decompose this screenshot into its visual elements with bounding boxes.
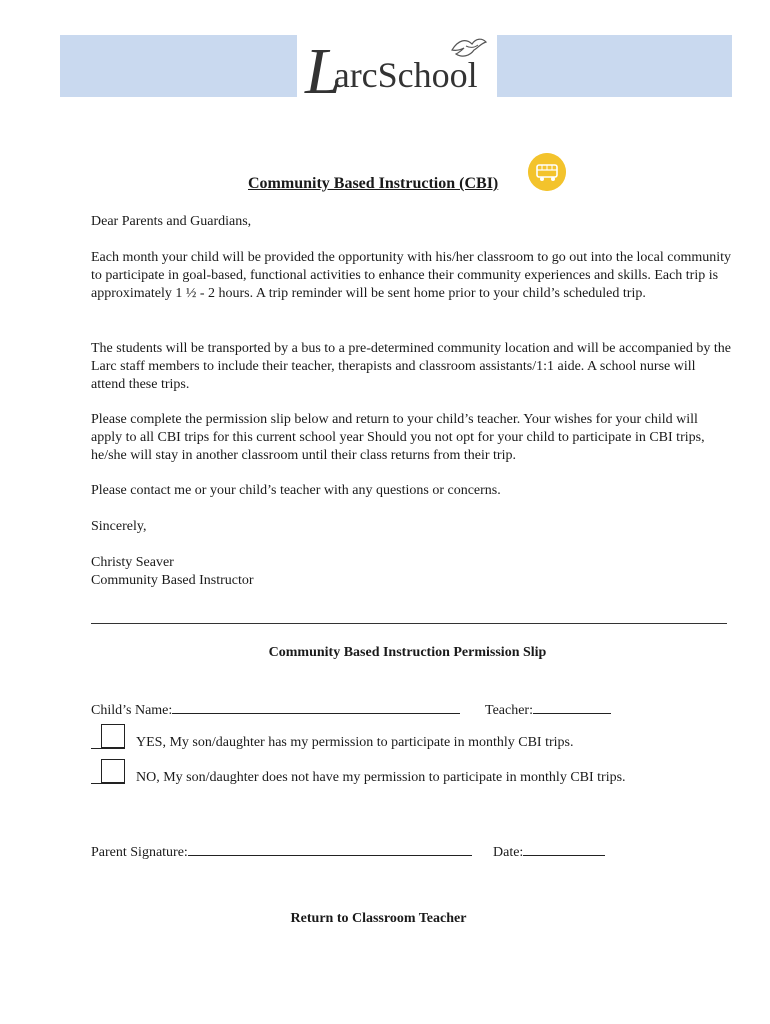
date-input-line[interactable] (523, 841, 605, 856)
teacher-field[interactable]: Teacher: (485, 699, 611, 720)
letter-title: Community Based Instruction (CBI) (248, 175, 499, 192)
slip-title: Community Based Instruction Permission Slip (268, 645, 547, 660)
bird-icon (448, 36, 488, 62)
closing: Sincerely, (91, 519, 147, 534)
signer-name: Christy Seaver (91, 555, 174, 570)
larc-school-logo: LarcSchool (305, 35, 478, 108)
teacher-input-line[interactable] (533, 699, 611, 714)
paragraph-transport: The students will be transported by a bus to a pre-determined community location and will be accompanied by the Larc staff members to include their teacher, therapists and classroom assistants/1:1 aide. A school nurse will attend these trips. (91, 341, 731, 392)
parent-signature-input-line[interactable] (188, 841, 472, 856)
bus-icon (528, 153, 566, 191)
signer-title: Community Based Instructor (91, 573, 254, 588)
child-name-field[interactable]: Child’s Name: (91, 699, 460, 720)
yes-option-label: YES, My son/daughter has my permission to participate in monthly CBI trips. (136, 735, 574, 750)
parent-signature-field[interactable]: Parent Signature: (91, 841, 472, 862)
paragraph-trips: Each month your child will be provided the opportunity with his/her classroom to go out into the local community to participate in goal-based, functional activities to enhance their community experiences and skills. Each trip is approximately 1 ½ - 2 hours. A trip reminder will be sent home prior to your child’s scheduled trip. (91, 250, 732, 301)
date-field[interactable]: Date: (493, 841, 605, 862)
greeting: Dear Parents and Guardians, (91, 214, 252, 229)
cut-line-divider (91, 623, 727, 624)
no-blank-line (91, 783, 125, 784)
child-name-input-line[interactable] (172, 699, 460, 714)
return-instruction: Return to Classroom Teacher (290, 911, 467, 926)
paragraph-permission: Please complete the permission slip below and return to your child’s teacher. Your wishes for your child will apply to all CBI trips for this current school year Should you not opt for your child to participate in CBI trips, he/she will stay in another classroom until their class returns from their trip. (91, 412, 705, 463)
paragraph-contact: Please contact me or your child’s teacher with any questions or concerns. (91, 483, 501, 498)
no-checkbox[interactable] (101, 759, 125, 783)
yes-blank-line (91, 748, 125, 749)
yes-checkbox[interactable] (101, 724, 125, 748)
no-option-label: NO, My son/daughter does not have my permission to participate in monthly CBI trips. (136, 770, 626, 785)
